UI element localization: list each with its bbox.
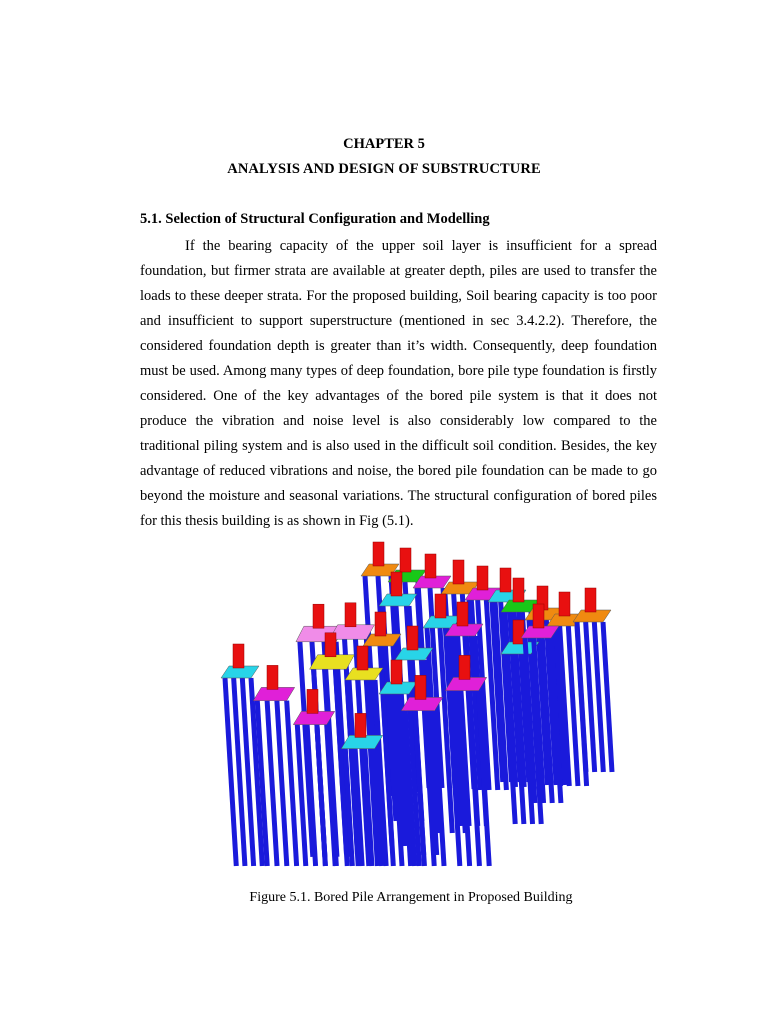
- column-stub-6: [513, 578, 524, 602]
- column-stub-21: [391, 660, 402, 684]
- column-stub-22: [233, 644, 244, 668]
- column-stub-25: [459, 655, 470, 679]
- pile-23-1: [267, 701, 277, 866]
- body-paragraph: If the bearing capacity of the upper soil layer is insufficient for a spread foundation, but firmer strata are available at greater depth, piles are used to transfer the loads to these deeper strata. For the proposed building, Soil bearing capacity is too poor and insufficient to support superstructure (mentioned in sec 3.4.2.2). Therefore, the considered foundation depth is greater than it’s width. Consequently, deep foundation must be used. Among many types of deep foundation, bore pile type foundation is firstly considered. One of the key advantages of the bored pile system is that it does not produce the vibration and noise level is also considerably low compared to the traditional piling system and is also used in the difficult soil condition. Besides, the key advantage of reduced vibrations and noise, the bored pile foundation can be made to go beyond the moisture and seasonal variations. The structural configuration of bored piles for this thesis building is as shown in Fig (5.1).: [140, 238, 657, 529]
- pile-arrangement-illustration: [200, 536, 620, 876]
- column-stub-13: [345, 603, 356, 627]
- column-stub-3: [453, 560, 464, 584]
- column-stub-16: [457, 602, 468, 626]
- column-stub-15: [407, 626, 418, 650]
- chapter-number: CHAPTER 5: [343, 136, 425, 152]
- pile-26-2: [317, 725, 325, 866]
- section-heading: 5.1. Selection of Structural Configuration and Modelling: [140, 211, 490, 227]
- column-stub-2: [425, 554, 436, 578]
- column-stub-26: [307, 689, 318, 713]
- column-stub-14: [375, 612, 386, 636]
- column-stub-23: [267, 665, 278, 689]
- column-stub-10: [391, 572, 402, 596]
- column-stub-0: [373, 542, 384, 566]
- column-stub-20: [357, 646, 368, 670]
- column-stub-9: [585, 588, 596, 612]
- pile-23-2: [277, 701, 287, 866]
- bored-pile-figure: [200, 536, 620, 876]
- column-stub-8: [559, 592, 570, 616]
- column-stub-17: [513, 620, 524, 644]
- chapter-title: ANALYSIS AND DESIGN OF SUBSTRUCTURE: [227, 161, 541, 177]
- column-stub-12: [313, 604, 324, 628]
- figure-caption: Figure 5.1. Bored Pile Arrangement in Proposed Building: [249, 890, 573, 905]
- column-stub-27: [355, 713, 366, 737]
- column-stub-24: [415, 675, 426, 699]
- column-stub-11: [435, 594, 446, 618]
- column-stub-4: [477, 566, 488, 590]
- column-stub-19: [325, 633, 336, 657]
- column-stub-5: [500, 568, 511, 592]
- column-stub-1: [400, 548, 411, 572]
- column-stub-18: [533, 604, 544, 628]
